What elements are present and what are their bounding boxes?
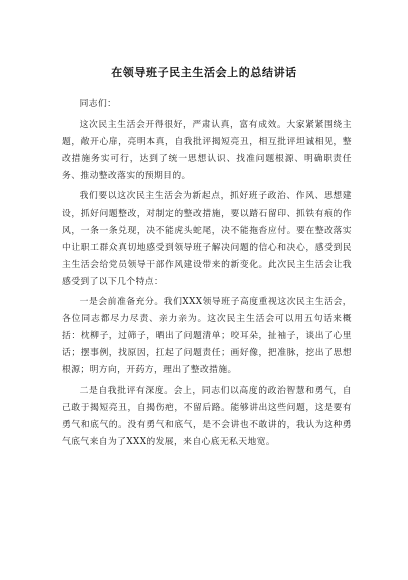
paragraph-4: 二是自我批评有深度。会上，同志们以高度的政治智慧和勇气，自己敢于揭短亮丑，自揭伤疤，不留后路。能够讲出这些问题，这是要有勇气和底气的。没有勇气和底气，是不会讲也不敢讲的，我认为这种勇气底气来自为了XXX的发展，来自心底无私天地宽。 xyxy=(62,385,352,447)
document-title: 在领导班子民主生活会上的总结讲话 xyxy=(111,66,297,79)
paragraph-2: 我们要以这次民主生活会为新起点，抓好班子政治、作风、思想建设，抓好问题整改，对制定的整改措施，要以踏石留印、抓铁有痕的作风，一条一条兑现，决不能虎头蛇尾，决不能拖沓应付。要在整改落实中让职工群众真切地感受到领导班子解决问题的信心和决心，感受到民主生活会给党员领导干部作风建设带来的新变化。此次民主生活会让我感受到了以下几个特点： xyxy=(62,191,352,287)
paragraph-1: 这次民主生活会开得很好，严肃认真，富有成效。大家紧紧围绕主题，敞开心扉，亮明本真，自我批评揭短亮丑，相互批评坦诚相见，整改措施务实可行，达到了统一思想认识、找准问题根源、明确职责任务、推动整改落实的预期目的。 xyxy=(62,120,352,182)
document-body xyxy=(62,96,352,454)
salutation: 同志们： xyxy=(79,99,117,109)
paragraph-3: 一是会前准备充分。我们XXX领导班子高度重视这次民主生活会，各位同志都尽力尽责、亲力亲为。这次民主生活会可以用五句话来概括：枕柳子，过筛子，晒出了问题清单；咬耳朵，扯袖子，谈出了心里话；摆事例，找原因，扛起了问题责任；画好像，把准脉，挖出了思想根源；明方向，开药方，理出了整改措施。 xyxy=(62,297,352,376)
